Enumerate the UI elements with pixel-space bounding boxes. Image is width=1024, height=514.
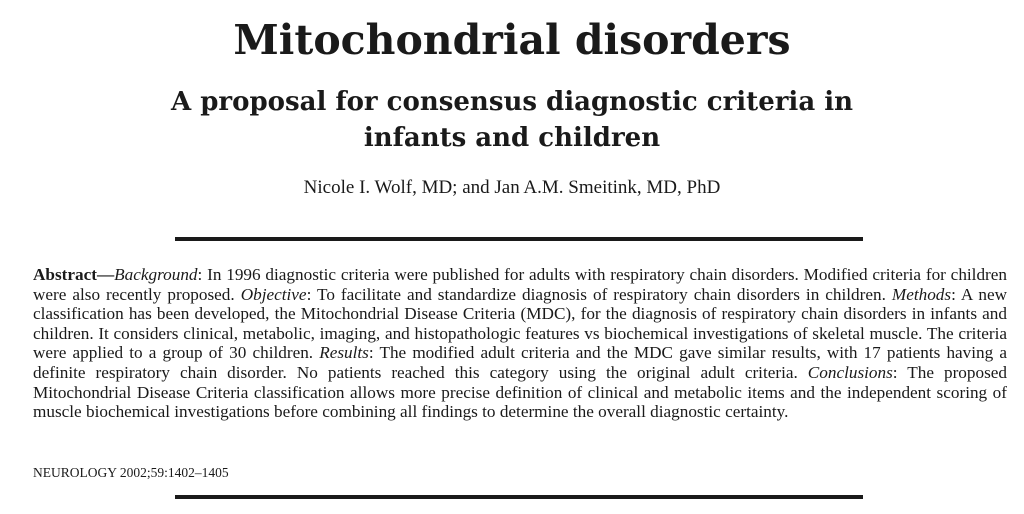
abstract-heading-objective: Objective	[240, 284, 307, 304]
abstract-text-results: : The modified adult criteria and the MDC gave similar results, with 17 patients having a definite respiratory chain disorder. No patients reached this category using the original adult criteria.	[33, 343, 1007, 382]
abstract-paragraph	[33, 265, 1007, 422]
abstract-heading-conclusions: Conclusions	[807, 362, 893, 382]
journal-citation: NEUROLOGY 2002;59:1402–1405	[33, 465, 229, 480]
bottom-divider	[175, 495, 863, 499]
article-subtitle: A proposal for consensus diagnostic criteria in infants and children	[171, 87, 853, 153]
abstract-text-objective: : To facilitate and standardize diagnosis of respiratory chain disorders in children.	[306, 284, 892, 304]
article-title: Mitochondrial disorders	[233, 16, 791, 64]
abstract-heading-results: Results	[319, 343, 369, 363]
top-divider	[175, 237, 863, 241]
abstract-lead: Abstract—	[33, 265, 115, 284]
abstract-text-conclusions: : The proposed Mitochondrial Disease Criteria classification allows more precise definition of clinical and metabolic items and the independent scoring of muscle biochemical investigations before combining all findings to determine the overall diagnostic certainty.	[33, 362, 1007, 422]
abstract-text-methods: : A new classification has been developed, the Mitochondrial Disease Criteria (MDC), for the diagnosis of respiratory chain disorders in infants and children. It considers clinical, metabolic, imaging, and histopathologic features vs biochemical investigations of skeletal muscle. The criteria were applied to a group of 30 children.	[33, 284, 1007, 363]
abstract-heading-methods: Methods	[891, 284, 952, 304]
author-line: Nicole I. Wolf, MD; and Jan A.M. Smeitink, MD, PhD	[303, 177, 721, 198]
abstract-text-background: : In 1996 diagnostic criteria were published for adults with respiratory chain disorders. Modified criteria for children were also recently proposed.	[33, 265, 1007, 304]
abstract-heading-background: Background	[114, 265, 198, 284]
